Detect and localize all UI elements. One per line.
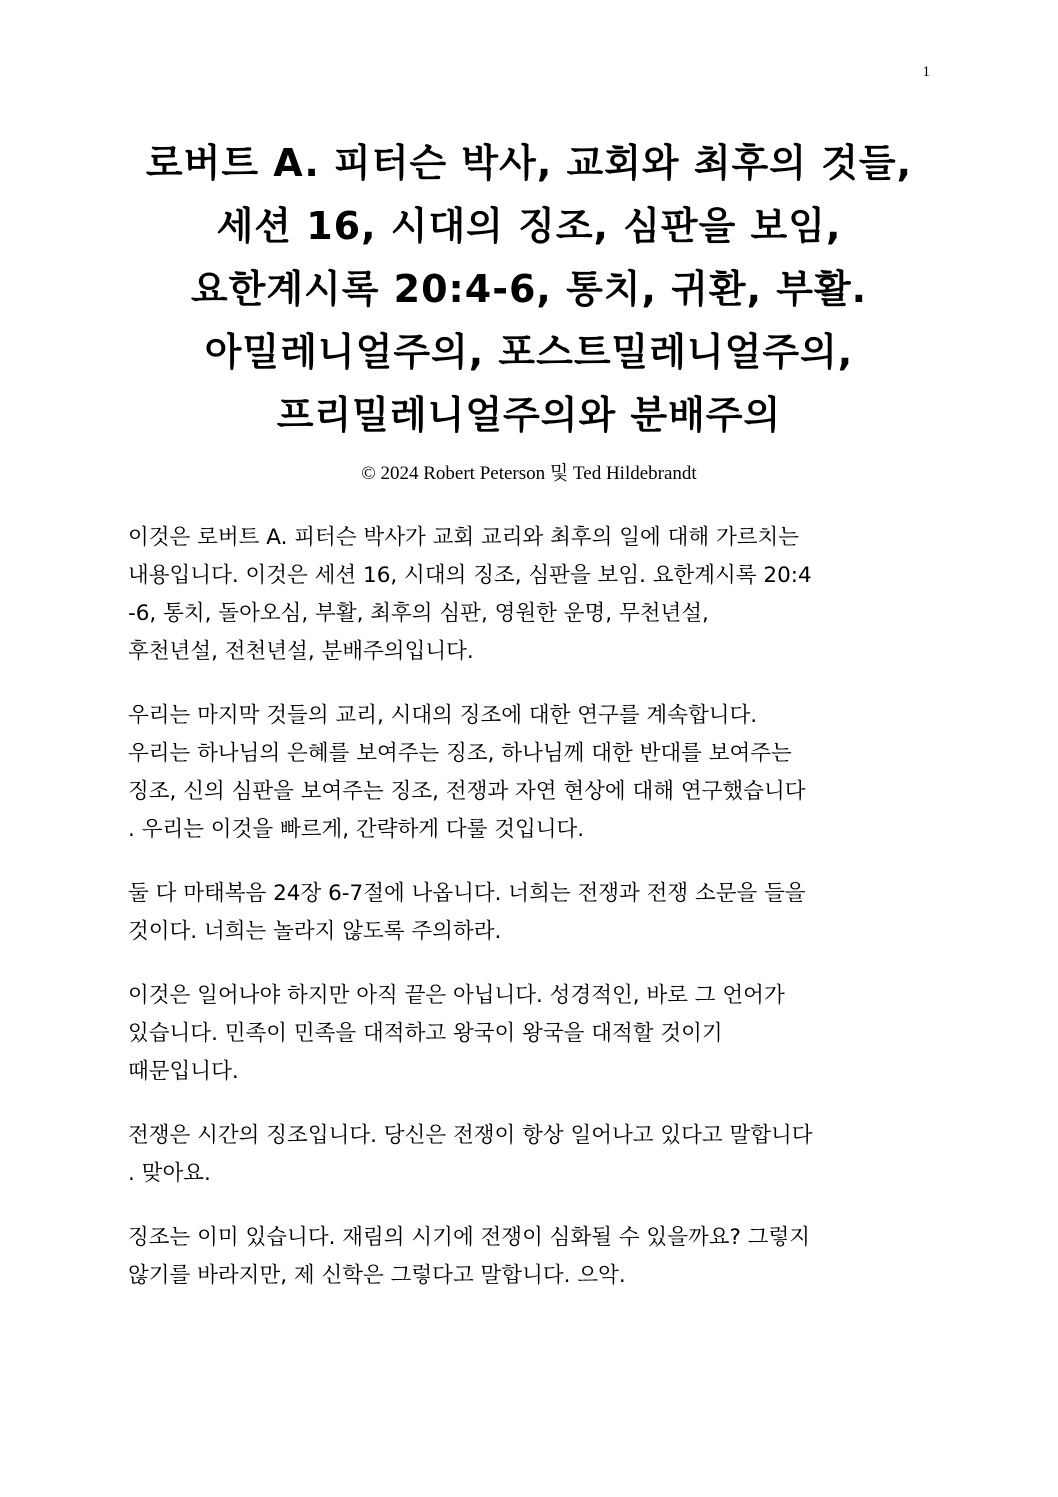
text-line: 이것은 일어나야 하지만 아직 끝은 아닙니다. 성경적인, 바로 그 언어가 [128, 983, 785, 1008]
text-line: 징조는 이미 있습니다. 재림의 시기에 전쟁이 심화될 수 있을까요? 그렇지 [128, 1225, 811, 1250]
text-line: 있습니다. 민족이 민족을 대적하고 왕국이 왕국을 대적할 것이기 [128, 1021, 723, 1046]
title-line: 프리밀레니얼주의와 분배주의 [276, 393, 782, 437]
text-line: 징조, 신의 심판을 보여주는 징조, 전쟁과 자연 현상에 대해 연구했습니다 [128, 779, 806, 804]
document-body [128, 519, 928, 1321]
text-line: 내용입니다. 이것은 세션 16, 시대의 징조, 심판을 보임. 요한계시록 20:4 [128, 563, 812, 588]
text-line: 않기를 바라지만, 제 신학은 그렇다고 말합니다. 으악. [128, 1263, 626, 1288]
text-line: 전쟁은 시간의 징조입니다. 당신은 전쟁이 항상 일어나고 있다고 말합니다 [128, 1123, 813, 1148]
title-line: 로버트 A. 피터슨 박사, 교회와 최후의 것들, [145, 141, 913, 185]
title-line: 세션 16, 시대의 징조, 심판을 보임, [216, 204, 842, 248]
copyright-notice: © 2024 Robert Peterson 및 Ted Hildebrandt [361, 463, 697, 484]
text-line: . 맞아요. [128, 1161, 211, 1186]
paragraph [128, 519, 928, 671]
title-line: 요한계시록 20:4-6, 통치, 귀환, 부활. [190, 267, 868, 311]
text-line: 둘 다 마태복음 24장 6-7절에 나옵니다. 너희는 전쟁과 전쟁 소문을 들을 [128, 881, 806, 906]
title-line: 아밀레니얼주의, 포스트밀레니얼주의, [204, 330, 854, 374]
text-line: 때문입니다. [128, 1059, 239, 1084]
text-line: 후천년설, 전천년설, 분배주의입니다. [128, 639, 474, 664]
document-title [100, 132, 958, 447]
text-line: 우리는 마지막 것들의 교리, 시대의 징조에 대한 연구를 계속합니다. [128, 703, 758, 728]
paragraph [128, 977, 928, 1091]
text-line: . 우리는 이것을 빠르게, 간략하게 다룰 것입니다. [128, 817, 585, 842]
page-number: 1 [922, 64, 930, 80]
paragraph [128, 1219, 928, 1295]
text-line: 우리는 하나님의 은혜를 보여주는 징조, 하나님께 대한 반대를 보여주는 [128, 741, 792, 766]
text-line: 것이다. 너희는 놀라지 않도록 주의하라. [128, 919, 502, 944]
text-line: 이것은 로버트 A. 피터슨 박사가 교회 교리와 최후의 일에 대해 가르치는 [128, 525, 800, 550]
paragraph [128, 875, 928, 951]
paragraph [128, 697, 928, 849]
paragraph [128, 1117, 928, 1193]
text-line: -6, 통치, 돌아오심, 부활, 최후의 심판, 영원한 운명, 무천년설, [128, 601, 709, 626]
